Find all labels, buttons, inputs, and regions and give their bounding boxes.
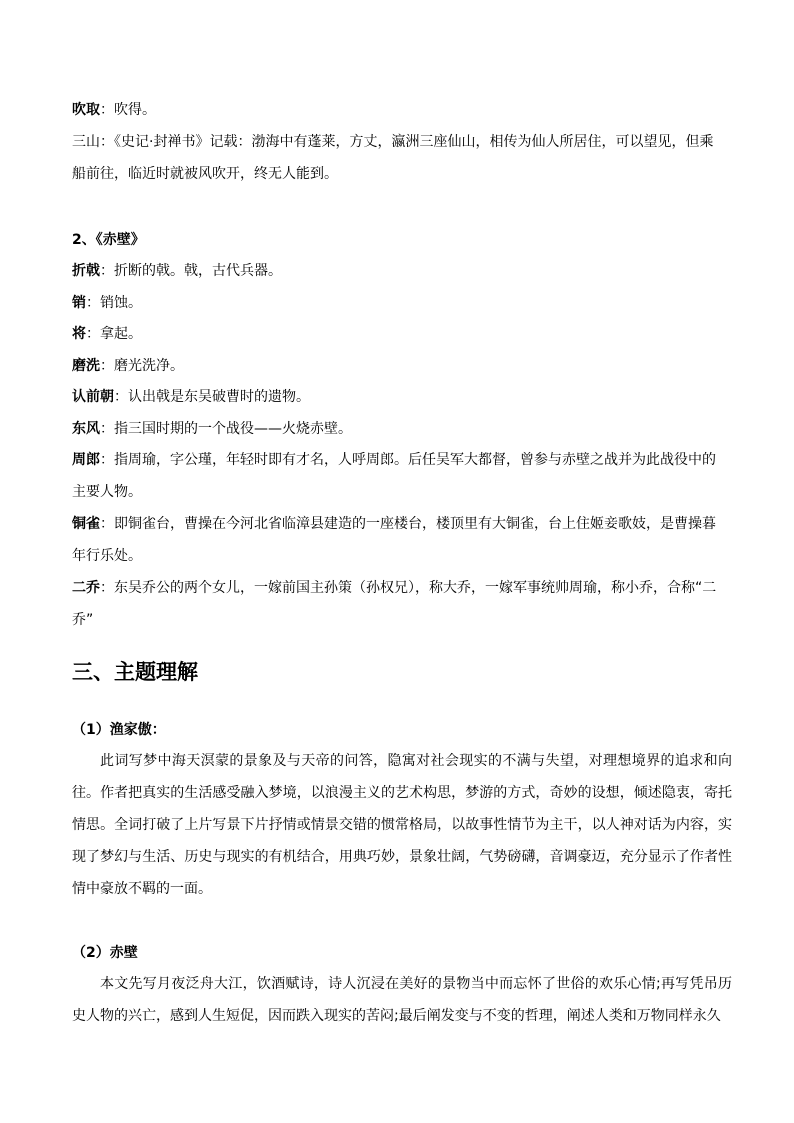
glossary-term: 周郎 [72, 452, 100, 468]
glossary-definition: ：折断的戟。戟，古代兵器。 [100, 263, 282, 279]
glossary-definition: ：即铜雀台，曹操在今河北省临漳县建造的一座楼台，楼顶里有大铜雀，台上住姬妾歌妓，是曹操暮年行乐处。 [72, 516, 716, 564]
glossary-entry-moxi [72, 350, 724, 382]
theme-label-yujiaao: （1）渔家傲： [72, 722, 166, 738]
subsection-title-chibi: 2、《赤壁》 [72, 232, 145, 248]
glossary-entry-renqianchao [72, 381, 724, 413]
glossary-definition: ：《史记·封禅书》记载：渤海中有蓬莱，方丈，瀛洲三座仙山，相传为仙人所居住，可以望见，但乘船前往，临近时就被风吹开，终无人能到。 [72, 134, 714, 182]
glossary-term: 二乔 [72, 580, 100, 596]
glossary-term: 将 [72, 326, 86, 342]
glossary-definition: ：磨光洗净。 [100, 358, 184, 374]
glossary-entry-zhoulang [72, 444, 724, 508]
glossary-entry-tongque [72, 508, 724, 572]
glossary-term: 三山 [72, 134, 100, 150]
glossary-term: 铜雀 [72, 516, 100, 532]
glossary-definition: ：拿起。 [86, 326, 142, 342]
theme-paragraph-yujiaao: 此词写梦中海天溟蒙的景象及与天帝的问答，隐寓对社会现实的不满与失望，对理想境界的追求和向往。作者把真实的生活感受融入梦境，以浪漫主义的艺术构思，梦游的方式，奇妙的设想，倾述隐衷，寄托情思。全词打破了上片写景下片抒情或情景交错的惯常格局，以故事性情节为主干，以人神对话为内容，实现了梦幻与生活、历史与现实的有机结合，用典巧妙，景象壮阔，气势磅礴，音调豪迈，充分显示了作者性情中豪放不羁的一面。 [72, 753, 732, 897]
glossary-definition: ：销蚀。 [86, 295, 142, 311]
glossary-definition: ：认出戟是东吴破曹时的遗物。 [114, 389, 310, 405]
glossary-definition: ：指三国时期的一个战役——火烧赤壁。 [100, 421, 352, 437]
glossary-term: 销 [72, 295, 86, 311]
glossary-definition: ：东吴乔公的两个女儿，一嫁前国主孙策（孙权兄），称大乔，一嫁军事统帅周瑜，称小乔，合称“二乔” [72, 580, 717, 628]
glossary-entry-dongfeng [72, 413, 724, 445]
glossary-term: 东风 [72, 421, 100, 437]
theme-paragraph-chibi: 本文先写月夜泛舟大江，饮酒赋诗，诗人沉浸在美好的景物当中而忘怀了世俗的欢乐心情;再写凭吊历史人物的兴亡，感到人生短促，因而跌入现实的苦闷;最后阐发变与不变的哲理，阐述人类和万物同样永久 [72, 976, 732, 1024]
glossary-entry-xiao [72, 287, 724, 319]
glossary-term: 吹取 [72, 102, 100, 118]
glossary-term: 磨洗 [72, 358, 100, 374]
section-title-theme: 三、主题理解 [72, 659, 198, 684]
glossary-definition: ：吹得。 [100, 102, 156, 118]
glossary-term: 折戟 [72, 263, 100, 279]
glossary-entry-erqiao [72, 572, 724, 636]
glossary-definition: ：指周瑜，字公瑾，年轻时即有才名，人呼周郎。后任吴军大都督，曾参与赤壁之战并为此战役中的主要人物。 [72, 452, 716, 500]
glossary-entry-chuiqu [72, 94, 724, 126]
glossary-entry-jiang [72, 318, 724, 350]
glossary-term: 认前朝 [72, 389, 114, 405]
glossary-entry-zheji [72, 255, 724, 287]
theme-label-chibi: （2）赤壁 [72, 945, 138, 961]
glossary-entry-sanshan [72, 126, 724, 190]
